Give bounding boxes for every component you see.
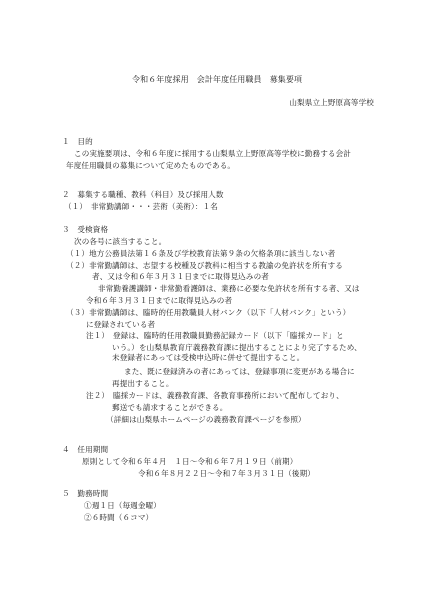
section5-item: ②６時間（６コマ） <box>84 513 154 522</box>
section1-line: 年度任用職員の募集について定めたものである。 <box>66 161 236 170</box>
section3-line: 次の各号に該当すること。 <box>74 237 167 246</box>
note2-line: 郵送でも請求することができる。 <box>112 403 228 412</box>
section3-line: （１）地方公務員法第１６条及び学校教育法第９条の欠格条項に該当しない者 <box>66 249 336 258</box>
section3-line: 令和６年３月３１日までに取得見込みの者 <box>86 296 233 305</box>
school-name: 山梨県立上野原高等学校 <box>289 98 374 107</box>
note2-line: 注２） 臨採カードは、義務教育課、各教育事務所において配布しており、 <box>86 391 344 400</box>
document-title: 令和６年度採用 会計年度任用職員 募集要項 <box>132 75 303 84</box>
section2-heading: ２ 募集する職種、教科（科目）及び採用人数 <box>62 190 224 199</box>
section3-line: に登録されている者 <box>86 320 156 329</box>
note1-line: 注１） 登録は、臨時的任用教職員勤務記録カード（以下「臨採カード」と <box>86 331 344 340</box>
section4-line: 原則として令和６年４月 １日～令和６年７月１９日（前期） <box>82 457 298 466</box>
section4-line: 令和６年８月２２日～令和７年３月３１日（後期） <box>138 469 315 478</box>
note1-line: また、既に登録済みの者にあっては、登録事項に変更がある場合に <box>124 367 355 376</box>
section3-line: （３）非常勤講師は、臨時的任用教職員人材バンク（以下「人材バンク」という） <box>66 308 351 317</box>
section2-item: （１） 非常勤講師・・・芸術（美術）：１名 <box>64 202 218 211</box>
section1-heading: １ 目的 <box>62 137 93 146</box>
section3-line: 者、又は令和６年３月３１日までに取得見込みの者 <box>92 272 269 281</box>
note1-line: 再提出すること。 <box>112 379 174 388</box>
section5-heading: ５ 勤務時間 <box>62 489 109 498</box>
section3-heading: ３ 受検資格 <box>62 225 109 234</box>
section1-line: この実施要項は、令和６年度に採用する山梨県立上野原高等学校に勤務する会計 <box>74 149 351 158</box>
section3-line: 非常勤養護講師・非常勤看護師は、業務に必要な免許状を所有する者、又は <box>98 284 360 293</box>
note1-line: いう。）を山梨県教育庁義務教育課に提出することにより完了するため、未登録者にあっては受検申込時に併せて提出すること。 <box>112 343 362 362</box>
section3-line: （２）非常勤講師は、志望する校種及び教科に相当する教諭の免許状を所有する <box>66 261 343 270</box>
section4-heading: ４ 任用期間 <box>62 445 109 454</box>
section5-item: ①週１日（毎週金曜） <box>84 501 161 510</box>
note2-line: （詳細は山梨県ホームページの義務教育課ページを参照） <box>106 415 306 424</box>
